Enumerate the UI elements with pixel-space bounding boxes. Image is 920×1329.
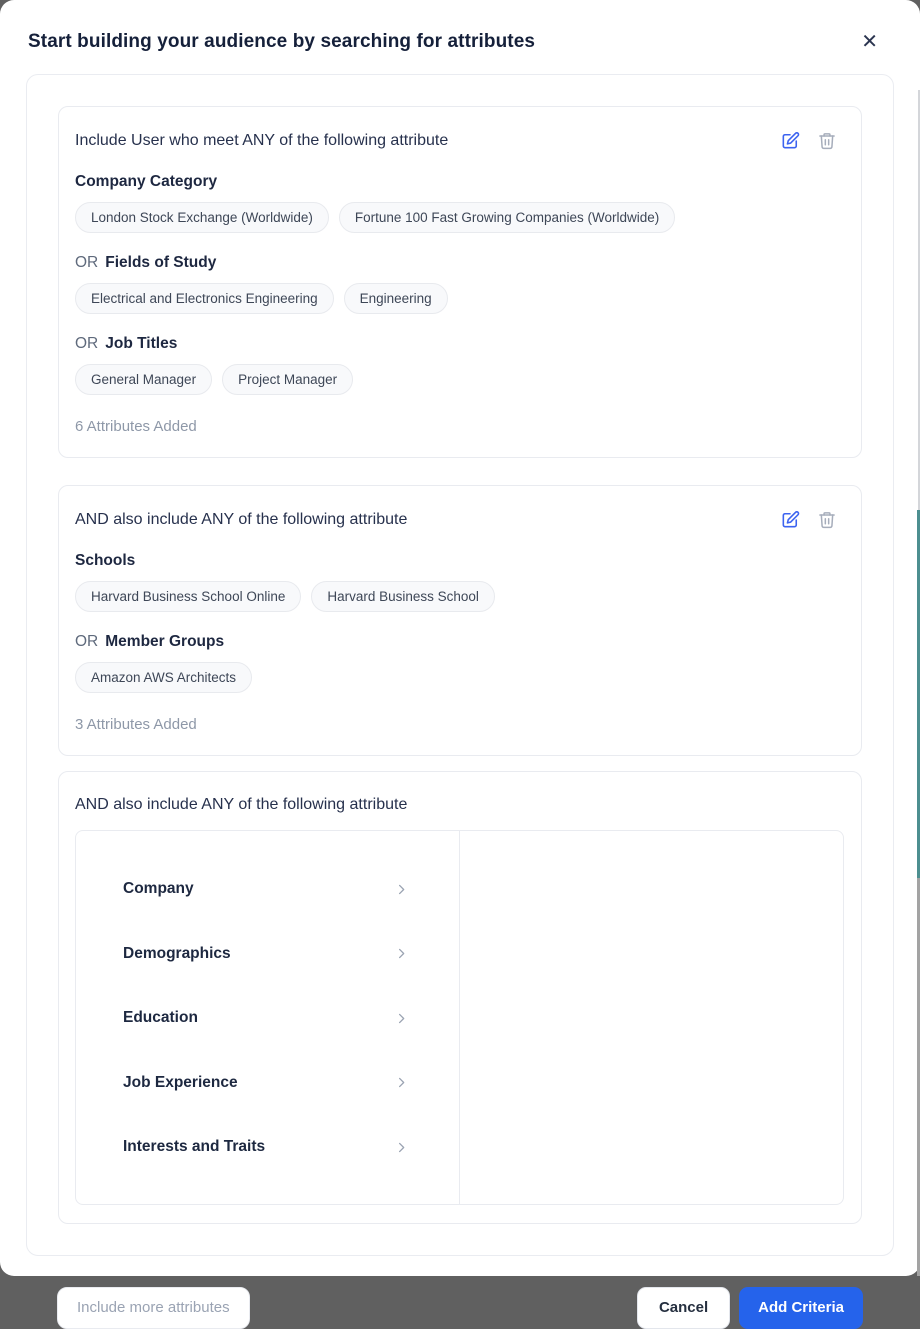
edit-icon[interactable] <box>780 131 800 151</box>
card-head <box>75 510 844 530</box>
modal-title: Start building your audience by searching for attributes <box>28 31 536 52</box>
attribute-group-label <box>75 633 844 651</box>
attribute-picker-panel <box>75 830 844 1205</box>
chevron-right-icon <box>394 1011 409 1026</box>
attribute-type-label: Member Groups <box>105 633 225 650</box>
card-head <box>75 796 844 814</box>
attribute-chip: Engineering <box>344 283 448 314</box>
category-label: Education <box>123 1009 198 1027</box>
attribute-type-label: Schools <box>75 552 136 569</box>
attribute-group <box>75 254 844 314</box>
attribute-type-label: Fields of Study <box>105 254 217 271</box>
attribute-type-label: Company Category <box>75 173 218 190</box>
attribute-chip: London Stock Exchange (Worldwide) <box>75 202 329 233</box>
chip-row <box>75 662 844 693</box>
chip-row <box>75 283 844 314</box>
category-item-demographics[interactable] <box>76 922 459 987</box>
cancel-button[interactable]: Cancel <box>637 1287 730 1329</box>
category-label: Interests and Traits <box>123 1138 266 1156</box>
card-head <box>75 131 844 151</box>
trash-icon[interactable] <box>817 131 837 151</box>
card-actions <box>780 510 837 530</box>
category-item-company[interactable] <box>76 857 459 922</box>
criteria-card-1 <box>58 106 862 458</box>
close-icon[interactable]: ✕ <box>861 31 878 53</box>
attribute-chip: Harvard Business School Online <box>75 581 301 612</box>
category-label: Job Experience <box>123 1073 238 1091</box>
card-title: Include User who meet ANY of the following attribute <box>75 132 449 149</box>
attributes-count: 3 Attributes Added <box>75 716 197 733</box>
card-title: AND also include ANY of the following attribute <box>75 796 408 813</box>
criteria-card-picker <box>58 771 862 1224</box>
attribute-group <box>75 552 844 612</box>
attribute-group-label <box>75 552 844 570</box>
chevron-right-icon <box>394 1140 409 1155</box>
attribute-chip: General Manager <box>75 364 212 395</box>
or-connector: OR <box>75 633 99 650</box>
chevron-right-icon <box>394 1075 409 1090</box>
chevron-right-icon <box>394 946 409 961</box>
attribute-chip: Amazon AWS Architects <box>75 662 252 693</box>
category-item-interests-and-traits[interactable] <box>76 1115 459 1180</box>
attributes-count: 6 Attributes Added <box>75 418 197 435</box>
modal-footer <box>57 1287 863 1329</box>
criteria-container <box>26 74 894 1256</box>
attribute-chip: Harvard Business School <box>311 581 495 612</box>
attribute-group <box>75 335 844 395</box>
footer-actions <box>637 1287 863 1329</box>
trash-icon[interactable] <box>817 510 837 530</box>
attribute-group <box>75 173 844 233</box>
or-connector: OR <box>75 254 99 271</box>
attribute-group-label <box>75 173 844 191</box>
include-more-attributes-button[interactable]: Include more attributes <box>57 1287 250 1329</box>
modal-header <box>0 0 920 74</box>
or-connector: OR <box>75 335 99 352</box>
card-title: AND also include ANY of the following attribute <box>75 511 408 528</box>
attribute-chip: Project Manager <box>222 364 353 395</box>
attribute-chip: Electrical and Electronics Engineering <box>75 283 334 314</box>
chip-row <box>75 364 844 395</box>
chip-row <box>75 581 844 612</box>
add-criteria-button[interactable]: Add Criteria <box>739 1287 863 1329</box>
edit-icon[interactable] <box>780 510 800 530</box>
attribute-group-label <box>75 335 844 353</box>
attribute-group <box>75 633 844 693</box>
attribute-picker-detail-pane <box>460 831 844 1204</box>
category-label: Company <box>123 880 194 898</box>
category-label: Demographics <box>123 944 231 962</box>
attribute-category-list <box>76 831 460 1204</box>
category-item-job-experience[interactable] <box>76 1051 459 1116</box>
card-actions <box>780 131 837 151</box>
attribute-type-label: Job Titles <box>105 335 178 352</box>
attribute-group-label <box>75 254 844 272</box>
criteria-card-2 <box>58 485 862 756</box>
category-item-education[interactable] <box>76 986 459 1051</box>
attribute-chip: Fortune 100 Fast Growing Companies (Worldwide) <box>339 202 675 233</box>
chip-row <box>75 202 844 233</box>
chevron-right-icon <box>394 882 409 897</box>
